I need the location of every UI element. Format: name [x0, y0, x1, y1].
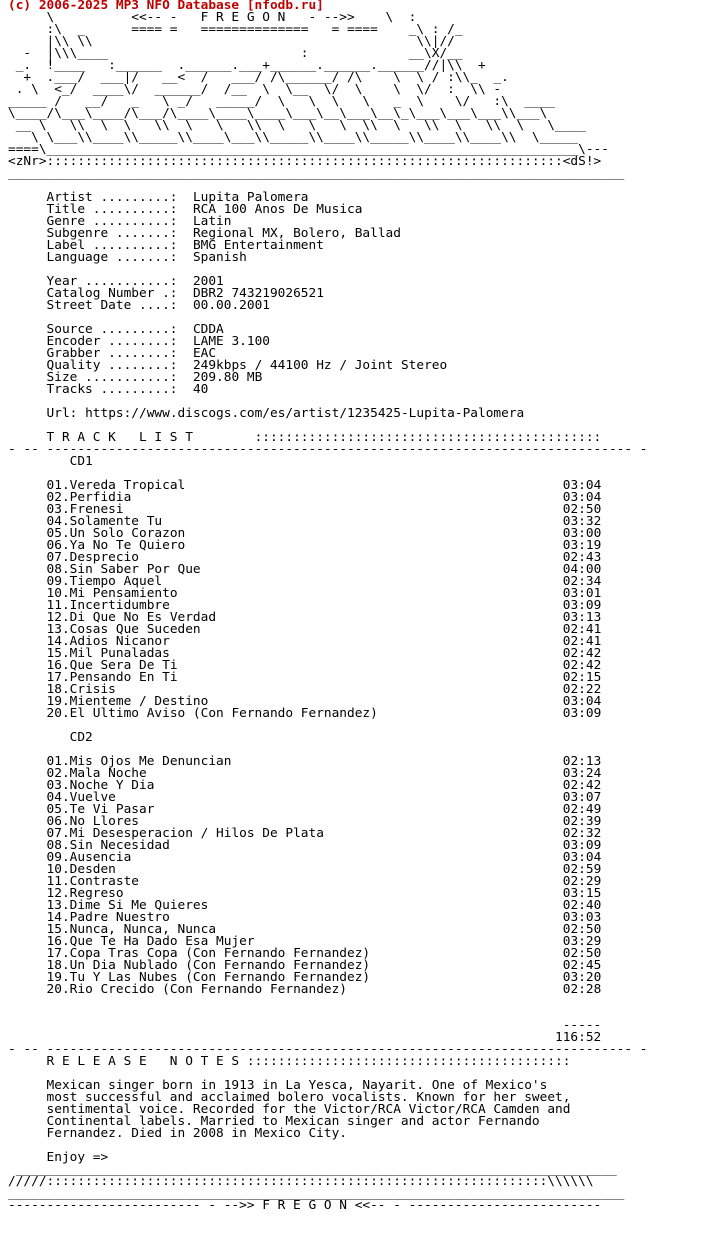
track-time: 03:04 [562, 490, 602, 505]
info-label: Grabber ........: [46, 346, 178, 361]
info-value: Spanish [192, 250, 247, 265]
track-title: Desden [69, 862, 116, 877]
track-number: 12. [46, 886, 70, 901]
notes-line: Mexican singer born in 1913 in La Yesca, Nayarit. One of Mexico's [46, 1078, 548, 1093]
info-value: Regional MX, Bolero, Ballad [192, 226, 401, 241]
total-block [8, 1018, 601, 1045]
disc-label: CD1 [69, 454, 93, 469]
info-value: 209.80 MB [192, 370, 263, 385]
track-number: 17. [46, 670, 70, 685]
track-title: Desprecio [69, 550, 139, 565]
track-title: Adios Nicanor [69, 634, 170, 649]
total-time: 116:52 [555, 1030, 602, 1045]
track-row[interactable] [8, 706, 601, 721]
info-value: Latin [192, 214, 232, 229]
notes-line: Fernandez. Died in 2008 in Mexico City. [46, 1126, 348, 1141]
track-row[interactable] [8, 982, 601, 997]
info-value: EAC [192, 346, 217, 361]
track-title: Nunca, Nunca, Nunca [69, 922, 217, 937]
track-number: 05. [46, 802, 70, 817]
track-title: Mi Pensamiento [69, 586, 178, 601]
track-title: Frenesi [69, 502, 124, 517]
track-number: 06. [46, 814, 70, 829]
track-number: 13. [46, 898, 70, 913]
track-number: 19. [46, 970, 70, 985]
track-time: 02:49 [562, 802, 602, 817]
track-time: 02:34 [562, 574, 602, 589]
footer-rule: ______________________________________________________________________________ [15, 1162, 617, 1177]
track-time: 02:59 [562, 862, 602, 877]
track-number: 15. [46, 646, 70, 661]
track-title: El Ultimo Aviso (Con Fernando Fernandez) [69, 706, 378, 721]
info-label: Tracks .........: [46, 382, 178, 397]
track-number: 20. [46, 982, 70, 997]
notes-line: most successful and acclaimed bolero vocalists. Known for her sweet, [46, 1090, 571, 1105]
track-number: 14. [46, 910, 70, 925]
track-title: Tu Y Las Nubes (Con Fernando Fernandez) [69, 970, 371, 985]
info-value: 40 [192, 382, 209, 397]
track-time: 02:42 [562, 658, 602, 673]
disc-label: CD2 [69, 730, 93, 745]
track-time: 03:04 [562, 694, 602, 709]
track-number: 19. [46, 694, 70, 709]
track-number: 18. [46, 682, 70, 697]
track-title: Di Que No Es Verdad [69, 610, 217, 625]
track-title: Rio Crecido (Con Fernando Fernandez) [69, 982, 348, 997]
track-number: 16. [46, 658, 70, 673]
track-time: 03:19 [562, 538, 602, 553]
track-title: Dime Si Me Quieres [69, 898, 209, 913]
track-number: 01. [46, 478, 70, 493]
track-number: 18. [46, 958, 70, 973]
track-time: 02:50 [562, 502, 602, 517]
track-title: Que Sera De Ti [69, 658, 178, 673]
info-label: Language .......: [46, 250, 178, 265]
info-value: 00.00.2001 [192, 298, 270, 313]
track-title: No Llores [69, 814, 139, 829]
track-time: 02:15 [562, 670, 602, 685]
track-time: 03:04 [562, 478, 602, 493]
track-time: 02:42 [562, 646, 602, 661]
info-label: Quality ........: [46, 358, 178, 373]
info-label: Label ..........: [46, 238, 178, 253]
info-value: Lupita Palomera [192, 190, 309, 205]
track-time: 02:41 [562, 634, 602, 649]
track-title: Vereda Tropical [69, 478, 186, 493]
info-label: Subgenre .......: [46, 226, 178, 241]
track-time: 03:09 [562, 598, 602, 613]
track-title: Solamente Tu [69, 514, 163, 529]
release-info [8, 190, 447, 397]
info-value: CDDA [192, 322, 224, 337]
track-number: 04. [46, 514, 70, 529]
track-title: Copa Tras Copa (Con Fernando Fernandez) [69, 946, 371, 961]
track-number: 08. [46, 562, 70, 577]
track-time: 03:24 [562, 766, 602, 781]
track-time: 02:50 [562, 922, 602, 937]
track-time: 03:13 [562, 610, 602, 625]
top-rule: ________________________________________________________________________________ [8, 166, 625, 181]
track-time: 02:13 [562, 754, 602, 769]
track-title: Ausencia [69, 850, 132, 865]
track-number: 16. [46, 934, 70, 949]
track-title: Cosas Que Suceden [69, 622, 201, 637]
track-time: 02:28 [562, 982, 602, 997]
info-label: Year ...........: [46, 274, 178, 289]
footer-tag: ------------------------- - -->> F R E G O N <<-- - ------------------------- [8, 1198, 602, 1213]
enjoy-text: Enjoy => [46, 1150, 109, 1165]
info-value: RCA 100 Anos De Musica [192, 202, 363, 217]
track-number: 05. [46, 526, 70, 541]
track-time: 03:09 [562, 706, 602, 721]
url-label: Url: [46, 406, 78, 421]
track-title: Padre Nuestro [69, 910, 170, 925]
footer-rule-2: ________________________________________________________________________________ [8, 1186, 625, 1201]
release-notes [8, 1078, 570, 1141]
track-time: 03:07 [562, 790, 602, 805]
track-number: 17. [46, 946, 70, 961]
info-label: Size ...........: [46, 370, 178, 385]
track-time: 03:29 [562, 934, 602, 949]
track-title: Pensando En Ti [69, 670, 178, 685]
track-title: Sin Necesidad [69, 838, 170, 853]
track-title: Tiempo Aquel [69, 574, 163, 589]
info-label: Artist .........: [46, 190, 178, 205]
track-time: 02:32 [562, 826, 602, 841]
track-title: Mis Ojos Me Denuncian [69, 754, 232, 769]
track-number: 02. [46, 490, 70, 505]
release-notes-heading: R E L E A S E N O T E S [46, 1054, 240, 1069]
track-title: Noche Y Dia [69, 778, 155, 793]
track-time: 02:45 [562, 958, 602, 973]
track-title: Mi Desesperacion / Hilos De Plata [69, 826, 324, 841]
release-notes-dots: :::::::::::::::::::::::::::::::::::::::::: [246, 1054, 571, 1069]
info-value: DBR2 743219026521 [192, 286, 324, 301]
track-number: 09. [46, 574, 70, 589]
track-time: 03:01 [562, 586, 602, 601]
track-time: 02:43 [562, 550, 602, 565]
track-number: 06. [46, 538, 70, 553]
track-time: 03:32 [562, 514, 602, 529]
track-title: Sin Saber Por Que [69, 562, 201, 577]
ascii-logo: \ <<-- - F R E G O N - -->> \ : :\ _ ==== = ============== = ==== _\ : /_ |\\ \\ \\|// - |\\\____ : __\X/__ _. !____ :______ .______.___+______.______.______//|\\ + + .___/ ___|/ __< / ___/ /\______/ /\ \ \ / :\\_ _. . \ <_/ ____\/ ______/ /__ \ \__ \/ \ \ \/ : \\ - _____ / __/ _ \ _/ _____/ \ \ \ \ _ \ \/ :\ ____ \____/\___\____/\___/\____\____\____\___\__\___\__\_\___\___\___\\___\ __ \ \\ \ \ \\ \ \ \\ \ \ \ \\ \ \\ \ \\ \ \____ \ \___\\____\\_____\\____\___\\_____\\____\\_____\\____\\____\\ \_____ ====\_____________________________________________________________________\--- <zNr>:::::::::::::::::::::::::::::::::::::::::::::::::::::::::::::::::::<dS!> [8, 10, 609, 169]
info-label: Encoder ........: [46, 334, 178, 349]
track-title: Regreso [69, 886, 124, 901]
info-label: Catalog Number .: [46, 286, 178, 301]
info-value: 2001 [192, 274, 224, 289]
info-value: 249kbps / 44100 Hz / Joint Stereo [192, 358, 448, 373]
track-number: 14. [46, 634, 70, 649]
track-title: Mil Punaladas [69, 646, 170, 661]
track-title: Mala Noche [69, 766, 147, 781]
track-number: 12. [46, 610, 70, 625]
info-label: Genre ..........: [46, 214, 178, 229]
track-time: 04:00 [562, 562, 602, 577]
track-number: 10. [46, 586, 70, 601]
discogs-url[interactable]: https://www.discogs.com/es/artist/1235425-Lupita-Palomera [85, 406, 525, 421]
track-title: Crisis [69, 682, 116, 697]
track-time: 03:03 [562, 910, 602, 925]
track-time: 02:22 [562, 682, 602, 697]
footer-bar: /////:::::::::::::::::::::::::::::::::::::::::::::::::::::::::::::::::\\\\\\ [8, 1174, 594, 1189]
track-number: 03. [46, 502, 70, 517]
track-time: 02:40 [562, 898, 602, 913]
track-title: Ya No Te Quiero [69, 538, 186, 553]
track-number: 01. [46, 754, 70, 769]
track-title: Vuelve [69, 790, 116, 805]
track-number: 09. [46, 850, 70, 865]
track-number: 13. [46, 622, 70, 637]
track-time: 02:39 [562, 814, 602, 829]
notes-line: Continental labels. Married to Mexican singer and actor Fernando [46, 1114, 540, 1129]
track-time: 03:00 [562, 526, 602, 541]
track-number: 04. [46, 790, 70, 805]
info-label: Source .........: [46, 322, 178, 337]
track-time: 02:42 [562, 778, 602, 793]
track-time: 03:20 [562, 970, 602, 985]
tracklist [8, 454, 601, 997]
track-title: Incertidumbre [69, 598, 170, 613]
track-number: 07. [46, 826, 70, 841]
track-number: 07. [46, 550, 70, 565]
track-number: 08. [46, 838, 70, 853]
track-number: 03. [46, 778, 70, 793]
track-time: 03:15 [562, 886, 602, 901]
tracklist-heading: T R A C K L I S T [46, 430, 193, 445]
total-rule: ----- [562, 1018, 602, 1033]
tracklist-dots: ::::::::::::::::::::::::::::::::::::::::::::: [254, 430, 602, 445]
track-time: 02:50 [562, 946, 602, 961]
track-number: 10. [46, 862, 70, 877]
section-divider: - -- ---------------------------------------------------------------------------- - [8, 1042, 648, 1057]
track-title: Un Solo Corazon [69, 526, 186, 541]
track-number: 02. [46, 766, 70, 781]
info-value: LAME 3.100 [192, 334, 270, 349]
track-title: Te Vi Pasar [69, 802, 155, 817]
track-number: 11. [46, 874, 70, 889]
track-number: 11. [46, 598, 70, 613]
track-title: Un Dia Nublado (Con Fernando Fernandez) [69, 958, 371, 973]
track-title: Que Te Ha Dado Esa Mujer [69, 934, 255, 949]
copyright-header[interactable]: (c) 2006-2025 MP3 NFO Database [nfodb.ru] [8, 0, 324, 13]
info-label: Title ..........: [46, 202, 178, 217]
info-label: Street Date ....: [46, 298, 178, 313]
track-number: 15. [46, 922, 70, 937]
track-time: 03:09 [562, 838, 602, 853]
track-time: 02:29 [562, 874, 602, 889]
track-title: Mienteme / Destino [69, 694, 209, 709]
notes-line: sentimental voice. Recorded for the Victor/RCA Victor/RCA Camden and [46, 1102, 571, 1117]
track-time: 03:04 [562, 850, 602, 865]
info-value: BMG Entertainment [192, 238, 324, 253]
track-time: 02:41 [562, 622, 602, 637]
track-title: Contraste [69, 874, 139, 889]
section-divider: - -- ---------------------------------------------------------------------------- - [8, 442, 648, 457]
track-number: 20. [46, 706, 70, 721]
track-title: Perfidia [69, 490, 132, 505]
